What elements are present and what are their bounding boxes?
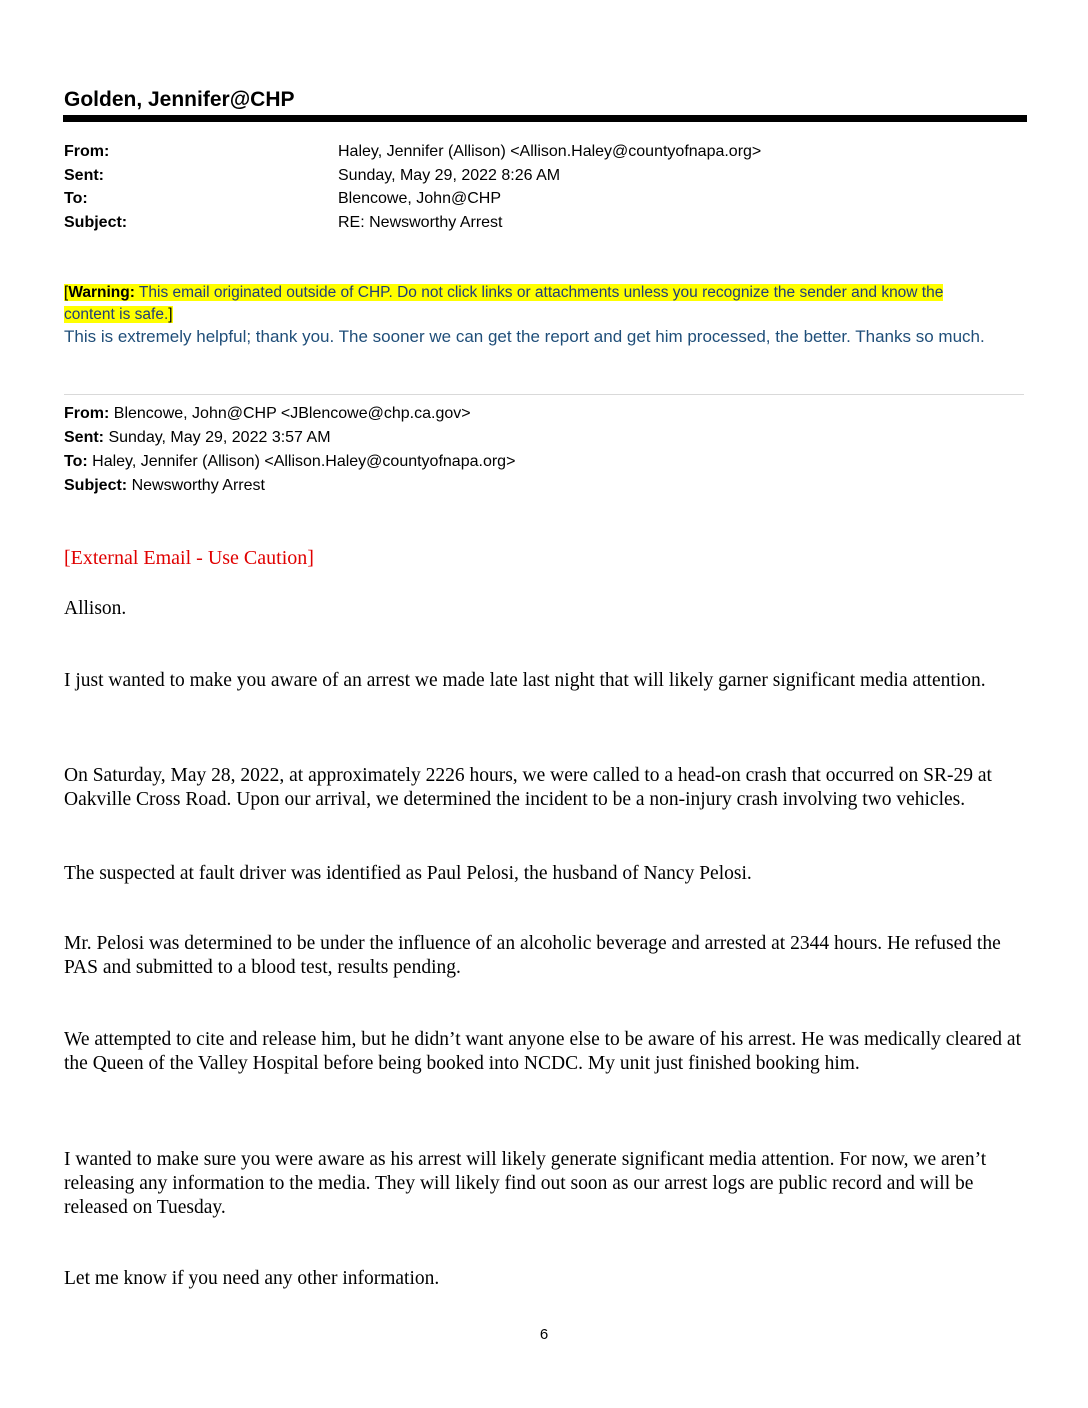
message-separator [64,394,1024,395]
page-number: 6 [539,1326,549,1343]
original-from-row [64,405,471,423]
reply-to-label: To: [64,190,88,207]
original-to-row [64,453,515,471]
reply-sent-label: Sent: [64,167,104,184]
external-warning-banner [64,282,994,326]
warning-label: Warning: [68,284,135,301]
original-sent-label: Sent: [64,429,104,446]
reply-sent-value: Sunday, May 29, 2022 8:26 AM [338,167,561,184]
warning-close-bracket: ] [168,306,173,323]
body-paragraph-2: On Saturday, May 28, 2022, at approximately 2226 hours, we were called to a head-on crash that occurred on SR-29 at Oakville Cross Road. Upon our arrival, we determined the incident to be a non-injury crash involving two vehicles. [64,765,992,810]
original-from-label: From: [64,405,110,422]
greeting: Allison. [64,598,127,619]
reply-subject-value: RE: Newsworthy Arrest [338,214,503,231]
reply-from-value: Haley, Jennifer (Allison) <Allison.Haley@countyofnapa.org> [338,143,762,160]
body-paragraph-7: Let me know if you need any other information. [64,1268,440,1289]
reply-to-value: Blencowe, John@CHP [338,190,501,207]
warning-text: This email originated outside of CHP. Do not click links or attachments unless you recognize the sender and know the content is safe. [64,284,944,323]
original-subject-row [64,477,265,495]
original-to-label: To: [64,453,88,470]
body-paragraph-4: Mr. Pelosi was determined to be under the influence of an alcoholic beverage and arrested at 2344 hours. He refused the PAS and submitted to a blood test, results pending. [64,933,1001,978]
warning-open-bracket: [ [64,284,69,301]
original-from-value: Blencowe, John@CHP <JBlencowe@chp.ca.gov> [109,405,471,422]
header-rule [63,115,1027,122]
body-paragraph-5: We attempted to cite and release him, but he didn’t want anyone else to be aware of his arrest. He was medically cleared at the Queen of the Valley Hospital before being booked into NCDC. My unit just finished booking him. [64,1029,1021,1074]
external-email-caution: [External Email - Use Caution] [64,547,314,569]
original-sent-row [64,429,331,447]
reply-from-label: From: [64,143,110,160]
body-paragraph-1: I just wanted to make you aware of an arrest we made late last night that will likely garner significant media attention. [64,670,986,691]
original-subject-value: Newsworthy Arrest [127,477,265,494]
original-subject-label: Subject: [64,477,128,494]
mailbox-owner-title: Golden, Jennifer@CHP [64,88,295,111]
body-paragraph-3: The suspected at fault driver was identified as Paul Pelosi, the husband of Nancy Pelosi. [64,863,752,884]
original-to-value: Haley, Jennifer (Allison) <Allison.Haley@countyofnapa.org> [87,453,516,470]
reply-body-text: This is extremely helpful; thank you. The sooner we can get the report and get him processed, the better. Thanks so much. [64,327,985,346]
body-paragraph-6: I wanted to make sure you were aware as his arrest will likely generate significant media attention. For now, we aren’t releasing any information to the media. They will likely find out soon as our arrest logs are public record and will be released on Tuesday. [64,1149,987,1218]
original-sent-value: Sunday, May 29, 2022 3:57 AM [104,429,331,446]
reply-subject-label: Subject: [64,214,128,231]
